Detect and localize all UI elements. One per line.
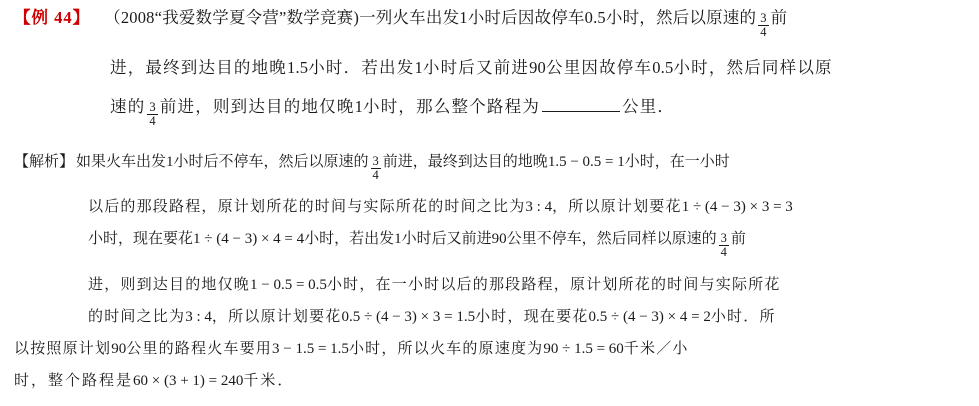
fraction-denominator: 4: [149, 113, 156, 128]
analysis-text-3e: 小时后又前进: [401, 231, 492, 248]
analysis-text-3a: 小时，现在要花: [88, 231, 194, 248]
analysis-expr-2d: 1 ÷ (4 − 3) × 3 = 3: [681, 199, 793, 216]
problem-text-1a: （2008“我爱数学夏令营”数学竞赛)一列火车出发: [104, 8, 460, 27]
problem-num-1d: 0.5: [584, 8, 606, 27]
analysis-expr-6d: 3 − 1.5 = 1.5: [272, 340, 349, 357]
analysis-num-3f: 90: [491, 231, 507, 248]
problem-text-2c: 小时．若出发: [308, 58, 415, 78]
problem-line-3: [14, 97, 961, 129]
analysis-text-4c: 小时，在一小时以后的那段路程，原计划所花的时间与实际所花: [326, 276, 781, 293]
problem-text-2a: 进，最终到达目的地晚: [110, 58, 287, 78]
problem-num-2d: 1: [414, 58, 423, 78]
analysis-text-6e: 小时，所以火车的原速度为: [348, 340, 544, 357]
problem-line-2: [14, 60, 961, 77]
problem-text-1e: 小时，然后以原速的: [605, 8, 757, 27]
problem-text-3d: 小时，那么整个路程为: [363, 96, 541, 116]
analysis-text-7c: 千米．: [243, 372, 295, 389]
problem-text-3e: 公里．: [622, 96, 676, 116]
analysis-num-3d: 1: [394, 231, 402, 248]
analysis-text-4a: 进，则到达目的地仅晚: [88, 276, 251, 293]
analysis-text-3g: 公里不停车，然后同样以原速的: [506, 231, 717, 248]
problem-text-2i: 小时，然后同样以原: [673, 58, 833, 78]
analysis-text-1d: 前进，最终到达目的地晚: [382, 154, 548, 170]
analysis-text-1f: 小时，在一小时: [624, 154, 730, 170]
analysis-text-3c: 小时，若出发: [304, 231, 395, 248]
analysis-expr-6f: 90 ÷ 1.5 = 60: [543, 340, 624, 357]
analysis-text-1c: 小时后不停车，然后以原速的: [173, 154, 369, 170]
analysis-num-1b: 1: [166, 154, 174, 170]
problem-text-2e: 小时后又前进: [422, 58, 530, 78]
problem-num-1b: 1: [459, 8, 468, 27]
analysis-expr-1e: 1.5 − 0.5 = 1: [547, 154, 625, 170]
problem-num-3c: 1: [354, 96, 364, 116]
analysis-expr-4b: 1 − 0.5 = 0.5: [250, 276, 327, 293]
answer-blank[interactable]: [542, 97, 620, 112]
analysis-line-7: [14, 374, 961, 389]
problem-block: [14, 10, 961, 129]
analysis-text-5g: 小时．所: [710, 308, 776, 325]
fraction-denominator: 4: [720, 245, 727, 260]
analysis-text-7a: 时，整个路程是: [14, 372, 134, 389]
analysis-text-6c: 公里的路程火车要用: [126, 340, 273, 357]
analysis-text-1a: 如果火车出发: [76, 154, 167, 170]
problem-num-2h: 0.5: [652, 58, 674, 78]
analysis-text-5a: 的时间之比为: [88, 308, 186, 325]
analysis-line-6: [14, 342, 961, 357]
analysis-expr-5f: 0.5 ÷ (4 − 3) × 4 = 2: [588, 308, 711, 325]
fraction-denominator: 4: [372, 168, 379, 183]
analysis-ratio-5b: 3 : 4: [185, 308, 212, 325]
problem-num-2b: 1.5: [287, 58, 309, 78]
fraction-three-quarters-4: [719, 232, 729, 259]
fraction-three-quarters-1: [758, 12, 768, 39]
analysis-ratio-2b: 3 : 4: [525, 199, 553, 216]
problem-text-1c: 小时后因故停车: [467, 8, 585, 27]
analysis-tag: 【解析】: [14, 154, 75, 170]
analysis-text-6g: 千米／小: [623, 340, 689, 357]
fraction-three-quarters-2: [147, 101, 157, 128]
analysis-line-4: [14, 278, 961, 293]
analysis-text-5e: 小时，现在要花: [475, 308, 589, 325]
fraction-three-quarters-3: [371, 155, 381, 182]
problem-text-3b: 前进，则到达目的地仅晚: [159, 96, 355, 116]
analysis-line-2: [14, 200, 961, 215]
analysis-num-6b: 90: [111, 340, 127, 357]
analysis-text-5c: ，所以原计划要花: [211, 308, 342, 325]
problem-text-1f: 前: [770, 8, 788, 27]
problem-line-1: [14, 10, 961, 40]
analysis-line-5: [14, 310, 961, 325]
fraction-numerator: 3: [149, 99, 156, 114]
analysis-line-1: [14, 155, 961, 183]
problem-num-2f: 90: [529, 58, 546, 78]
analysis-block: [14, 155, 961, 389]
fraction-numerator: 3: [760, 11, 767, 25]
analysis-expr-5d: 0.5 ÷ (4 − 3) × 3 = 1.5: [341, 308, 476, 325]
fraction-denominator: 4: [760, 25, 767, 40]
problem-text-3a: 速的: [110, 96, 146, 116]
fraction-numerator: 3: [372, 154, 379, 168]
example-tag: 【例 44】: [14, 8, 91, 27]
analysis-text-2c: ，所以原计划要花: [552, 199, 682, 216]
analysis-line-3: [14, 232, 961, 260]
analysis-text-6a: 以按照原计划: [14, 340, 112, 357]
analysis-text-3h: 前: [730, 231, 746, 248]
analysis-expr-7b: 60 × (3 + 1) = 240: [133, 372, 244, 389]
problem-text-2g: 公里因故停车: [546, 58, 653, 78]
fraction-numerator: 3: [720, 231, 727, 246]
analysis-expr-3b: 1 ÷ (4 − 3) × 4 = 4: [193, 231, 305, 248]
analysis-text-2a: 以后的那段路程，原计划所花的时间与实际所花的时间之比为: [88, 199, 526, 216]
